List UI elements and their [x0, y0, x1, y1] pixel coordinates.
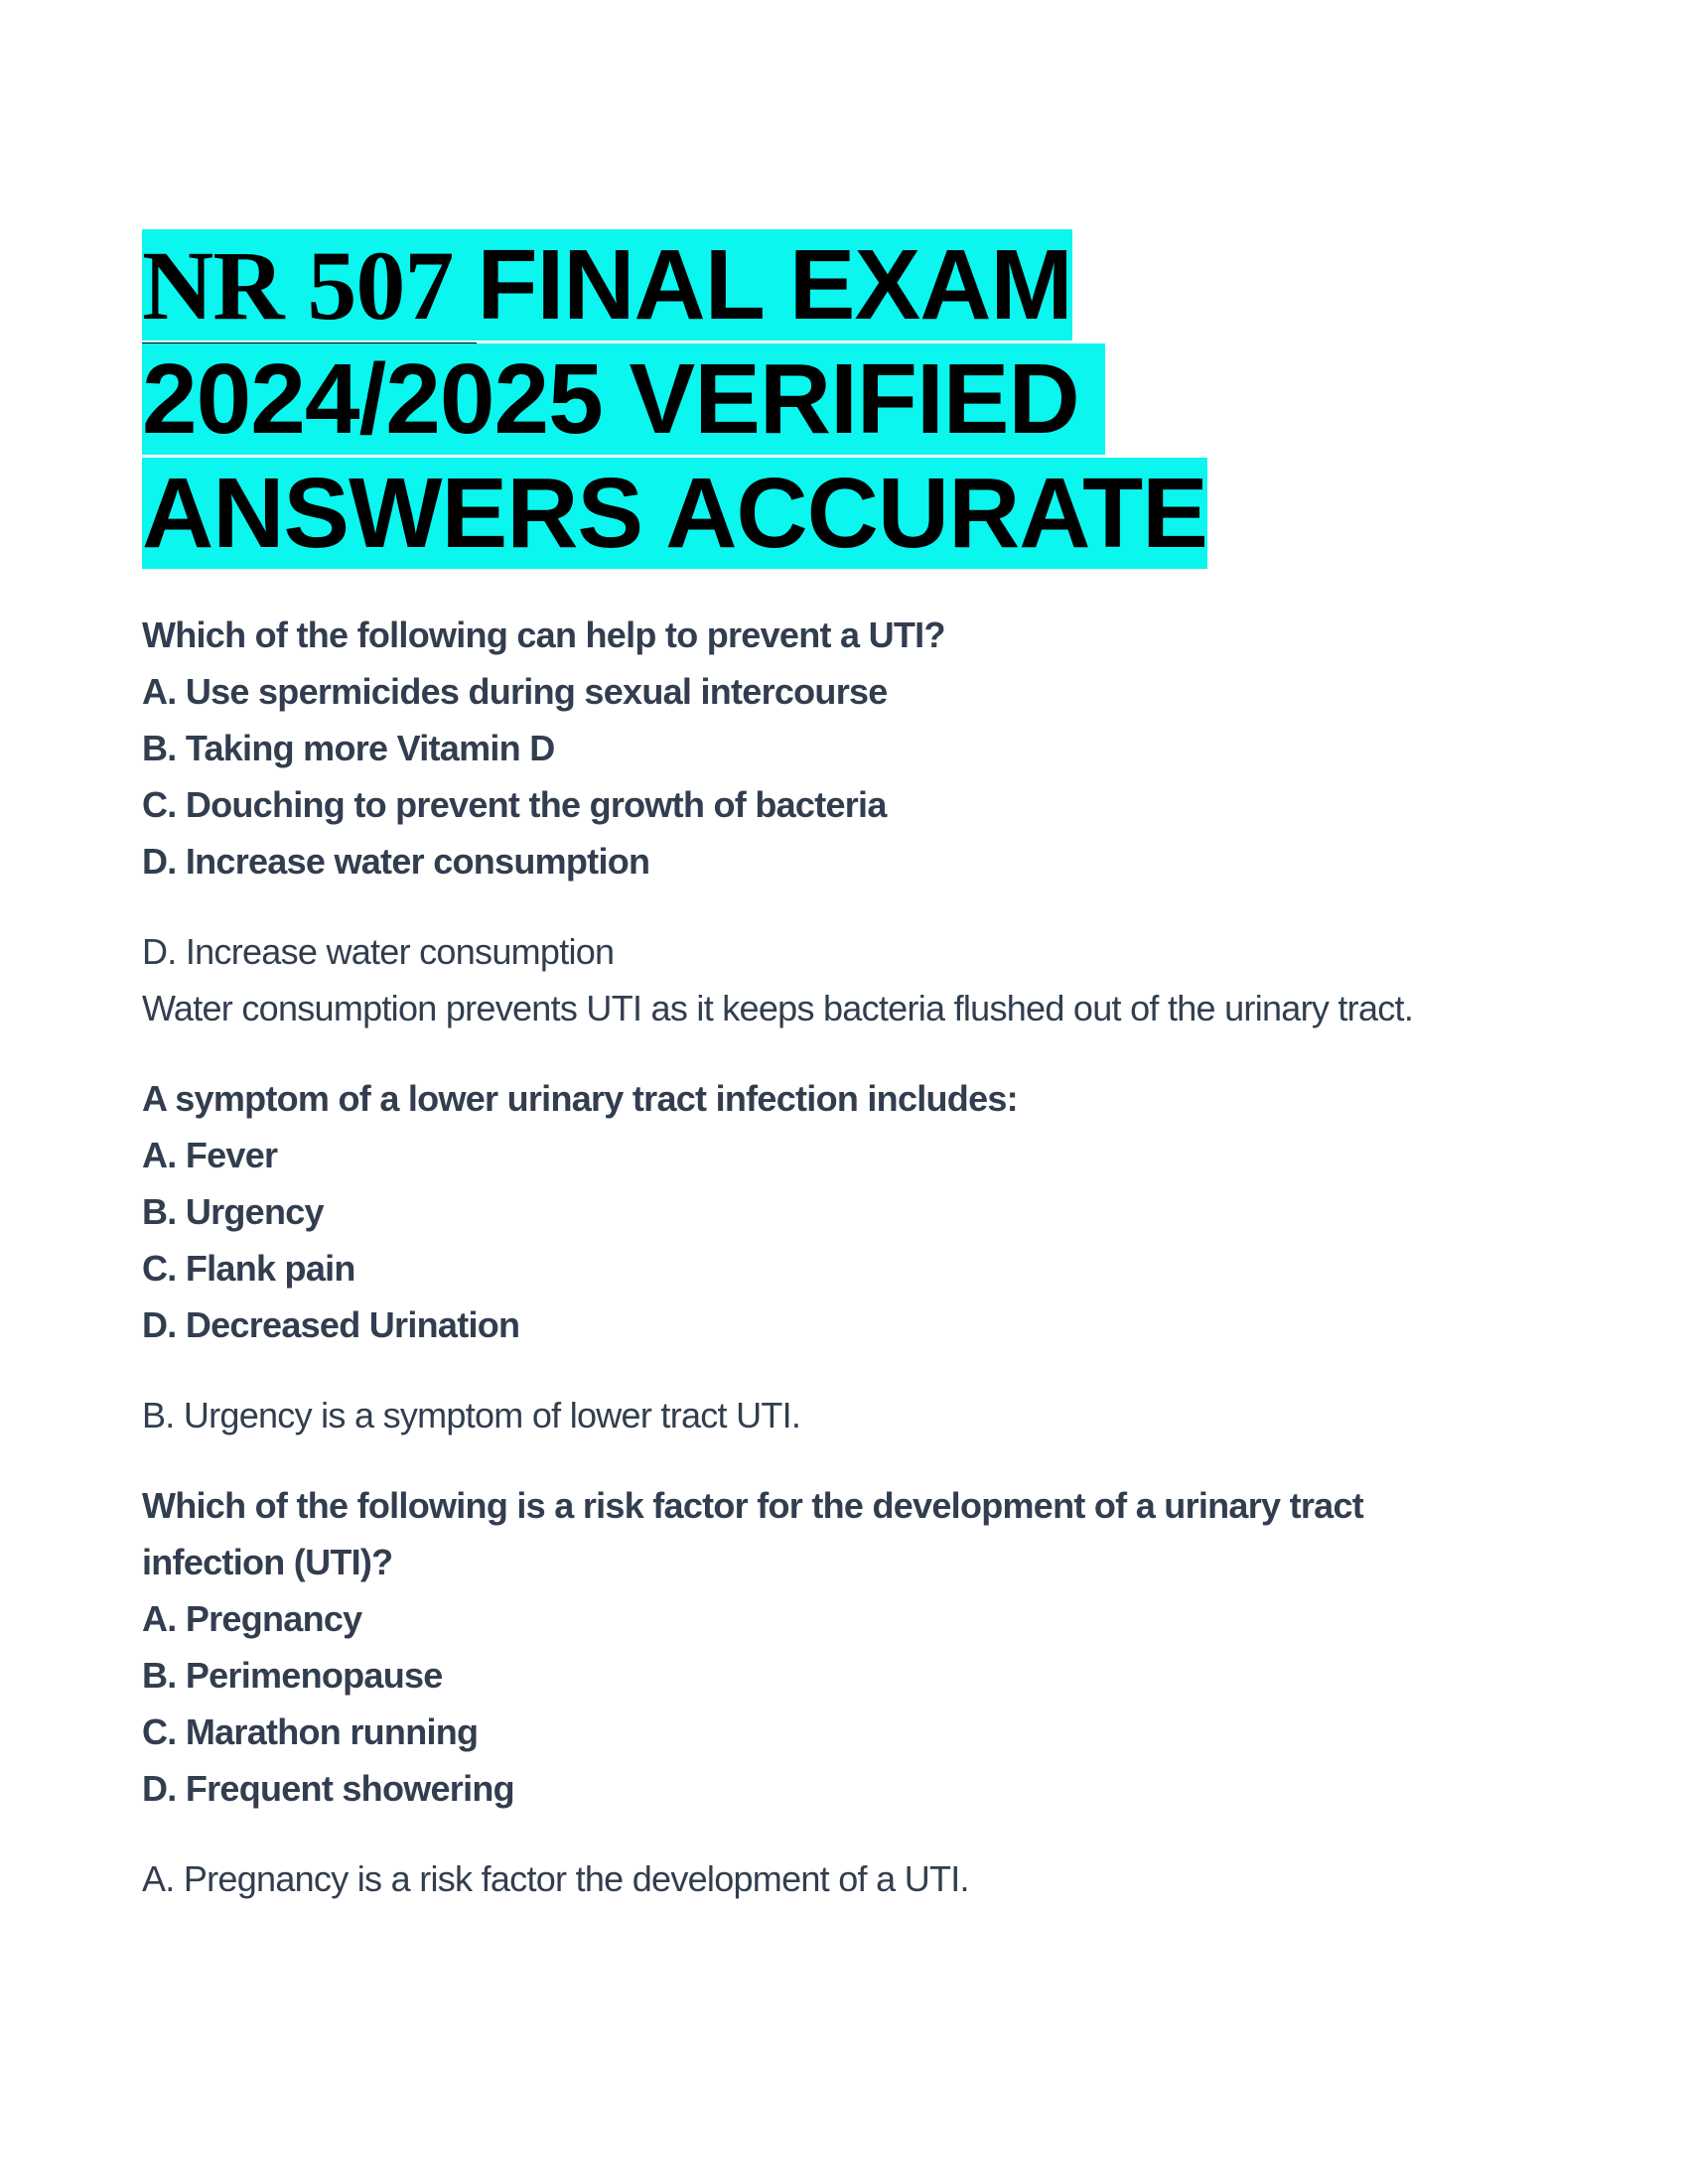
option-b: B. Taking more Vitamin D	[142, 728, 555, 768]
question-text: A symptom of a lower urinary tract infection includes:	[142, 1078, 1018, 1119]
option-b: B. Urgency	[142, 1191, 324, 1232]
option-c: C. Marathon running	[142, 1711, 479, 1752]
answer-text: B. Urgency is a symptom of lower tract UTI.	[142, 1395, 801, 1435]
question-block-3	[142, 1477, 1546, 1817]
title-line-3: ANSWERS ACCURATE	[142, 458, 1207, 569]
answer-block-2	[142, 1387, 1546, 1443]
title-line-1	[142, 229, 1072, 341]
option-a: A. Fever	[142, 1135, 278, 1175]
document-title	[142, 228, 1546, 571]
option-d: D. Decreased Urination	[142, 1304, 520, 1345]
question-text-line-1: Which of the following is a risk factor for the development of a urinary tract	[142, 1485, 1364, 1526]
option-d: D. Increase water consumption	[142, 841, 650, 882]
option-b: B. Perimenopause	[142, 1655, 443, 1696]
option-a: A. Use spermicides during sexual intercourse	[142, 671, 888, 712]
title-line-1-rest: FINAL EXAM	[477, 229, 1072, 341]
question-text: Which of the following can help to prevent a UTI?	[142, 614, 945, 655]
document-body	[142, 607, 1546, 1907]
option-d: D. Frequent showering	[142, 1768, 514, 1809]
question-block-2	[142, 1070, 1546, 1353]
option-c: C. Douching to prevent the growth of bacteria	[142, 784, 887, 825]
answer-block-1	[142, 923, 1546, 1036]
question-block-1	[142, 607, 1546, 889]
answer-explanation: Water consumption prevents UTI as it keeps bacteria flushed out of the urinary tract.	[142, 988, 1414, 1028]
option-a: A. Pregnancy	[142, 1598, 362, 1639]
answer-text: D. Increase water consumption	[142, 931, 615, 972]
title-line-2: 2024/2025 VERIFIED	[142, 343, 1106, 455]
answer-block-3	[142, 1850, 1546, 1907]
option-c: C. Flank pain	[142, 1248, 355, 1289]
question-text-line-2: infection (UTI)?	[142, 1542, 393, 1582]
course-code: NR 507	[142, 230, 477, 351]
answer-text: A. Pregnancy is a risk factor the development of a UTI.	[142, 1858, 969, 1899]
